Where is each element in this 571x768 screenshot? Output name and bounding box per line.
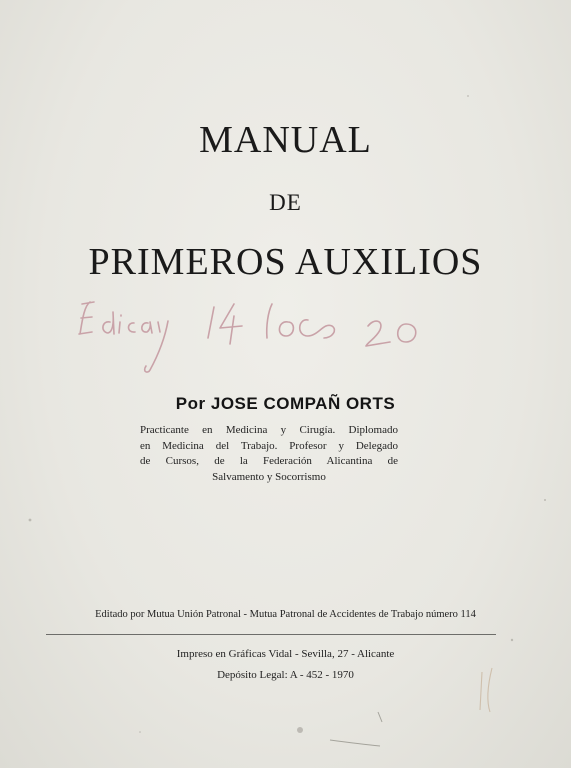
handwritten-annotation [62, 292, 442, 377]
legal-deposit-line: Depósito Legal: A - 452 - 1970 [217, 669, 354, 681]
divider-rule [46, 634, 496, 635]
credentials-line-2: en Medicina del Trabajo. Profesor y Delegado [140, 439, 398, 452]
publisher-line: Editado por Mutua Unión Patronal - Mutua Patronal de Accidentes de Trabajo número 114 [95, 609, 476, 620]
title-primeros-auxilios: PRIMEROS AUXILIOS [88, 241, 483, 283]
author-line: Por JOSE COMPAÑ ORTS [175, 394, 396, 413]
printer-line: Impreso en Gráficas Vidal - Sevilla, 27 - Alicante [176, 648, 395, 660]
author-credentials [140, 423, 398, 485]
credentials-line-3: de Cursos, de la Federación Alicantina de [140, 455, 398, 467]
credentials-line-4: Salvamento y Socorrismo [212, 470, 326, 483]
title-manual: MANUAL [199, 119, 372, 161]
title-de: DE [269, 190, 302, 215]
credentials-line-1: Practicante en Medicina y Cirugía. Diplomado [140, 424, 398, 436]
